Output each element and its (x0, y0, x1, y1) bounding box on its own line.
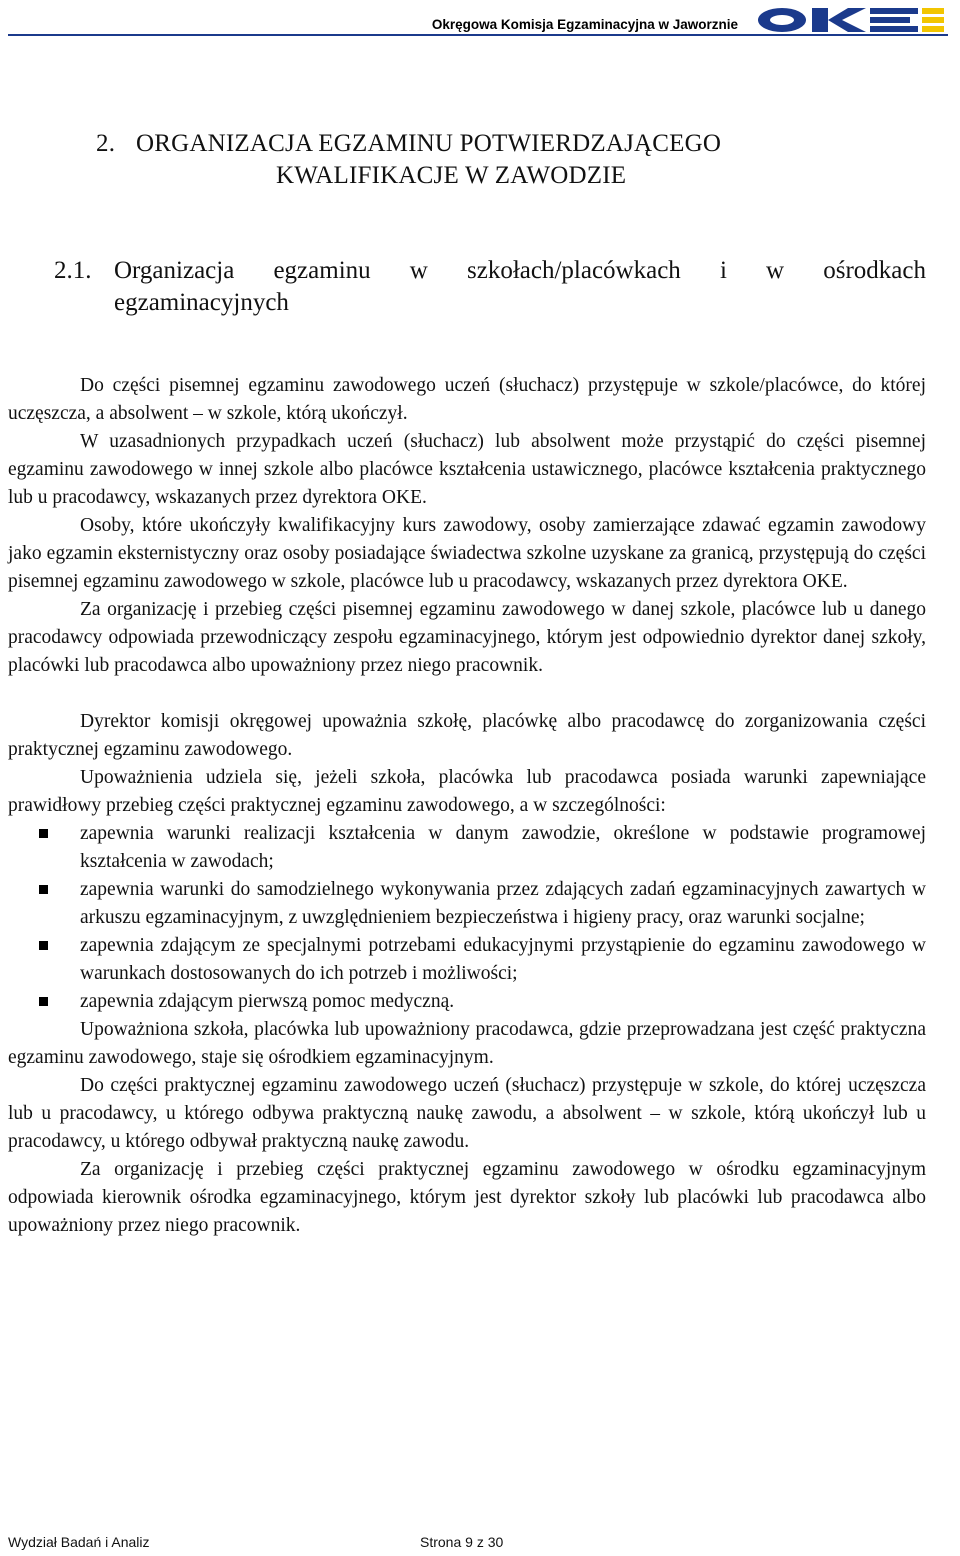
paragraph: Do części praktycznej egzaminu zawodowego uczeń (słuchacz) przystępuje w szkole, do której uczęszcza lub u pracodawcy, u którego odbywa praktyczną naukę zawodu, a absolwent – w szkole, którą ukończył lub u pracodawcy, u którego odbywał praktyczną naukę zawodu. (8, 1075, 926, 1152)
list-item-text: zapewnia warunki do samodzielnego wykonywania przez zdających zadań egzaminacyjnych zawartych w arkuszu egzaminacyjnym, z uwzględnieniem bezpieczeństwa i higieny pracy, oraz warunki socjalne; (80, 879, 926, 928)
subsection-title-line1: Organizacja egzaminu w szkołach/placówkach i w ośrodkach (114, 257, 926, 284)
section-heading (96, 128, 721, 192)
section-title-line2: KWALIFIKACJE W ZAWODZIE (276, 162, 627, 189)
subsection-number: 2.1. (54, 257, 92, 284)
bullet-square-icon (39, 885, 48, 894)
footer-department: Wydział Badań i Analiz (8, 1534, 150, 1550)
paragraph: Upoważnienia udziela się, jeżeli szkoła, placówka lub pracodawca posiada warunki zapewniające prawidłowy przebieg części praktycznej egzaminu zawodowego, a w szczególności: (8, 767, 926, 816)
header-title: Okręgowa Komisja Egzaminacyjna w Jaworznie (431, 17, 738, 32)
footer-page-number: Strona 9 z 30 (420, 1534, 504, 1550)
paragraph: W uzasadnionych przypadkach uczeń (słuchacz) lub absolwent może przystąpić do części pisemnej egzaminu zawodowego w innej szkole albo placówce kształcenia ustawicznego, placówce kształcenia praktycznego lub u pracodawcy, wskazanych przez dyrektora OKE. (8, 431, 926, 508)
body-text (8, 372, 926, 1240)
list-item (8, 932, 926, 988)
section-number: 2. (96, 130, 116, 157)
bullet-square-icon (39, 997, 48, 1006)
bullet-square-icon (39, 941, 48, 950)
list-item-text: zapewnia zdającym pierwszą pomoc medyczną. (80, 991, 455, 1012)
paragraph: Osoby, które ukończyły kwalifikacyjny kurs zawodowy, osoby zamierzające zdawać egzamin zawodowy jako egzamin eksternistyczny oraz osoby posiadające świadectwa szkolne uzyskane za granicą, przystępują do części pisemnej egzaminu zawodowego w szkole, placówce lub u pracodawcy, wskazanych przez dyrektora OKE. (8, 515, 926, 592)
page-header (8, 4, 950, 36)
list-item-text: zapewnia warunki realizacji kształcenia w danym zawodzie, określone w podstawie programowej kształcenia w zawodach; (80, 823, 926, 872)
paragraph: Za organizację i przebieg części pisemnej egzaminu zawodowego w danej szkole, placówce lub u danego pracodawcy odpowiada przewodniczący zespołu egzaminacyjnego, którym jest odpowiednio dyrektor danej szkoły, placówki lub pracodawca albo upoważniony przez niego pracownik. (8, 599, 926, 676)
paragraph: Za organizację i przebieg części praktycznej egzaminu zawodowego w ośrodku egzaminacyjnym odpowiada kierownik ośrodka egzaminacyjnego, którym jest dyrektor szkoły lub placówki lub pracodawca albo upoważniony przez niego pracownik. (8, 1159, 926, 1236)
list-item (8, 988, 926, 1016)
bullet-square-icon (39, 829, 48, 838)
oke-logo (756, 6, 946, 34)
list-item-text: zapewnia zdającym ze specjalnymi potrzebami edukacyjnymi przystąpienie do egzaminu zawodowego w warunkach dostosowanych do ich potrzeb i możliwości; (80, 935, 926, 984)
paragraph: Upoważniona szkoła, placówka lub upoważniony pracodawca, gdzie przeprowadzana jest część praktyczna egzaminu zawodowego, staje się ośrodkiem egzaminacyjnym. (8, 1019, 926, 1068)
subsection-title-line2: egzaminacyjnych (114, 289, 289, 316)
section-title-line1: ORGANIZACJA EGZAMINU POTWIERDZAJĄCEGO (136, 130, 722, 157)
header-divider (8, 34, 948, 36)
paragraph: Dyrektor komisji okręgowej upoważnia szkołę, placówkę albo pracodawcę do zorganizowania części praktycznej egzaminu zawodowego. (8, 711, 926, 760)
list-item (8, 876, 926, 932)
conditions-list (8, 820, 926, 1016)
subsection-heading (54, 255, 926, 319)
paragraph: Do części pisemnej egzaminu zawodowego uczeń (słuchacz) przystępuje w szkole/placówce, do której uczęszcza, a absolwent – w szkole, którą ukończył. (8, 375, 926, 424)
list-item (8, 820, 926, 876)
